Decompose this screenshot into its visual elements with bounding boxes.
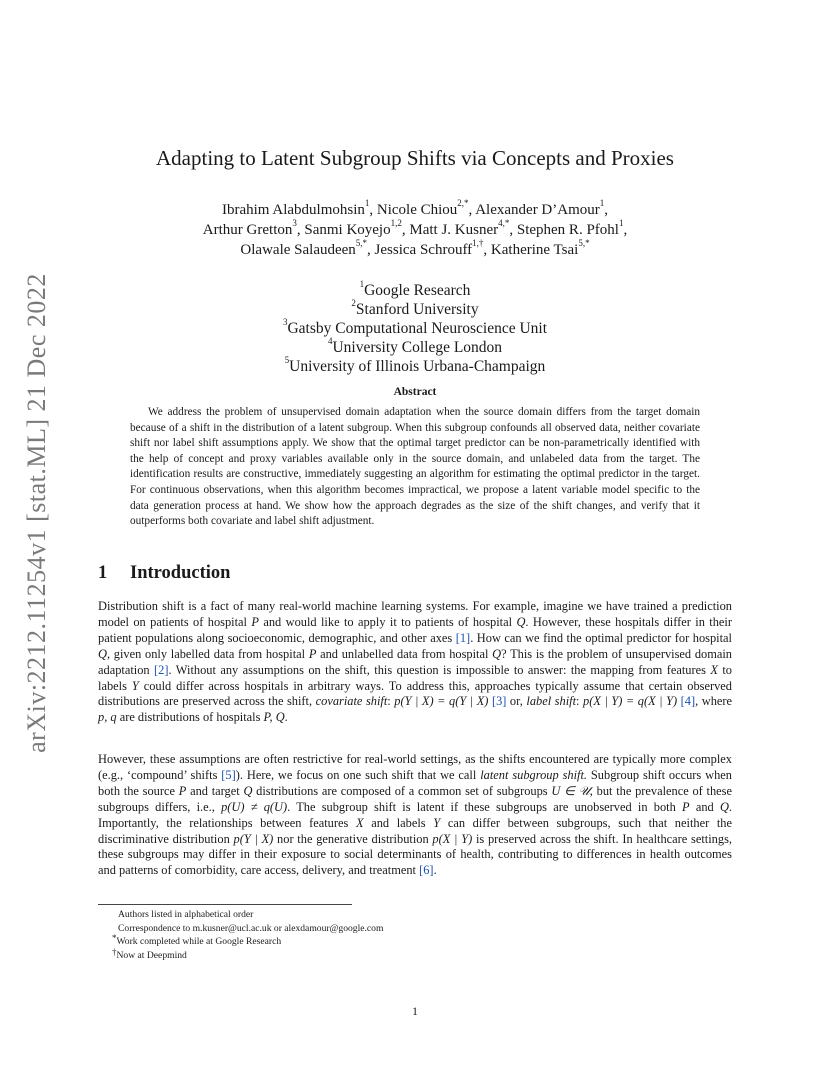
math-expression: p(Y | X) — [233, 831, 274, 846]
footnote: Correspondence to m.kusner@ucl.ac.uk or alexdamour@google.com — [118, 922, 384, 934]
text-run: are distributions of hospitals — [116, 710, 264, 725]
text-run: . However, these hospitals differ in their patient populations along socioeconomic, demographic, and other axes — [98, 614, 732, 645]
footnote: Authors listed in alphabetical order — [118, 909, 254, 920]
arxiv-stamp-text: arXiv:2212.11254v1 [stat.ML] 21 Dec 2022 — [22, 273, 51, 753]
author-name: Olawale Salaudeen — [240, 242, 356, 258]
math-expression: U ∈ 𝒰 — [551, 783, 590, 798]
text-run: : — [387, 694, 395, 709]
text-run: nor the generative distribution — [273, 831, 433, 846]
text-run: to labels — [98, 662, 732, 693]
abstract-body: We address the problem of unsupervised domain adaptation when the source domain differs from the target domain because of a shift in the distribution of a latent subgroup. When this subgroup confounds all observed data, neither covariate shift nor label shift assumptions apply. We show that the optimal target predictor can be non-parametrically identified with the help of concept and proxy variables available only in the source domain, and unlabeled data from the target. The identification results are constructive, immediately suggesting an algorithm for estimating the optimal predictor in the target. For continuous observations, when this algorithm becomes impractical, we propose a latent variable model specific to the data generation process at hand. We show how the approach degrades as the size of the shift changes, and verify that it outperforms both covariate and label shift adjustment. — [130, 406, 700, 528]
author-superscript: 1 — [599, 198, 605, 208]
affiliation-superscript: 1 — [359, 279, 365, 289]
footnote-rule — [98, 904, 352, 905]
text-run: and target — [186, 783, 244, 798]
affiliation-superscript: 4 — [327, 336, 333, 346]
author-name: Katherine Tsai — [490, 242, 579, 258]
math-symbol: X — [710, 662, 718, 677]
text-run: . — [284, 710, 288, 725]
author-name: Arthur Gretton — [202, 222, 293, 238]
footnote — [98, 935, 732, 949]
footnote-text: Work completed while at Google Research — [116, 936, 282, 947]
author-line-3: Olawale Salaudeen$^{5,*}$, Jessica Schrouff$^{1,\dagger}$, Katherine Tsai$^{5,*}$ — [240, 238, 590, 258]
affiliation — [98, 281, 732, 300]
abstract-heading: Abstract — [393, 386, 437, 398]
math-symbol: Q — [243, 783, 253, 798]
text-run: and would like to apply it to patients of hospital — [258, 614, 517, 629]
citation-link[interactable]: [6] — [419, 863, 434, 878]
author-line-2: Arthur Gretton$^3$, Sanmi Koyejo$^{1,2}$, Matt J. Kusner$^{4,*}$, Stephen R. Pfohl$^1$, — [202, 218, 628, 238]
text-run: distributions are composed of a common set of subgroups — [252, 783, 552, 798]
author-superscript: 1,† — [472, 238, 484, 248]
text-run: and labels — [363, 815, 434, 830]
math-symbol: P, Q — [263, 710, 285, 725]
math-expression: p(Y | X) = q(Y | X) — [394, 694, 489, 709]
affiliation-name: Stanford University — [355, 301, 479, 318]
affiliation — [98, 357, 732, 376]
math-symbol: Q — [98, 646, 107, 661]
author-list — [98, 200, 732, 260]
affiliation-superscript: 3 — [282, 317, 288, 327]
body-paragraph — [98, 599, 732, 726]
text-run: , but the prevalence of these subgroups differs, i.e., — [98, 783, 733, 814]
text-run: can differ between subgroups, such that neither the discriminative distribution — [98, 815, 732, 846]
text-run: could differ across hospitals in arbitrary ways. To address this, approaches typically assume that certain observed distributions are preserved across the shift, — [98, 678, 733, 709]
paper-title: Adapting to Latent Subgroup Shifts via Concepts and Proxies — [156, 146, 674, 170]
affiliation — [98, 300, 732, 319]
affiliation — [98, 319, 732, 338]
author-name: Sanmi Koyejo — [304, 222, 391, 238]
affiliation-name: University of Illinois Urbana-Champaign — [289, 358, 546, 375]
author-name: Ibrahim Alabdulmohsin — [221, 202, 365, 218]
math-symbol: Q — [492, 646, 502, 661]
author-name: Jessica Schrouff — [374, 242, 473, 258]
math-symbol: P — [682, 799, 690, 814]
affiliation-name: University College London — [332, 339, 503, 356]
affiliation-list — [98, 281, 732, 376]
text-run: , where — [695, 694, 733, 709]
author-superscript: 4,* — [498, 218, 510, 228]
author-superscript: 1 — [618, 218, 624, 228]
section-heading — [98, 563, 230, 584]
text-run: . The subgroup shift is latent if these subgroups are unobserved in both — [287, 799, 683, 814]
text-run: Distribution shift is a fact of many real-world machine learning systems. For example, imagine we have trained a prediction model on patients of hospital — [98, 599, 732, 629]
footnote-text: Now at Deepmind — [116, 949, 187, 961]
text-run: and unlabelled data from hospital — [316, 646, 493, 661]
author-line-1: Ibrahim Alabdulmohsin$^1$, Nicole Chiou$^{2,*}$, Alexander D’Amour$^1$, — [221, 198, 609, 218]
author-superscript: 2,* — [457, 198, 469, 208]
arxiv-stamp — [22, 273, 52, 753]
text-run: However, these assumptions are often restrictive for real-world settings, as the shifts encountered are typically more complex (e.g., ‘compound’ shifts — [98, 752, 732, 782]
citation-link[interactable]: [3] — [491, 694, 507, 709]
text-run: . — [433, 863, 437, 878]
math-symbol: Q — [516, 614, 526, 629]
math-expression: p(U) ≠ q(U) — [221, 799, 288, 814]
math-symbol: p, q — [98, 710, 117, 725]
citation-link[interactable]: [5] — [221, 767, 236, 782]
text-run: Subgroup shift occurs when both the source — [98, 767, 732, 798]
math-symbol: P — [178, 783, 187, 798]
text-run: . Importantly, the relationships between features — [98, 799, 732, 830]
author-name: Nicole Chiou — [376, 202, 458, 218]
footnote — [98, 946, 732, 963]
math-symbol: X — [355, 815, 364, 830]
author-superscript: 5,* — [578, 238, 590, 248]
paper-page — [98, 0, 732, 1072]
citation-link[interactable]: [1] — [455, 630, 471, 645]
citation-link[interactable]: [2] — [154, 662, 169, 677]
emphasis-text: label shift — [526, 694, 577, 709]
text-run: ? This is the problem of unsupervised domain adaptation — [98, 646, 732, 677]
text-run: or, — [506, 694, 527, 709]
author-superscript: 5,* — [355, 238, 368, 248]
author-superscript: 1,2 — [390, 218, 402, 228]
text-run: . How can we find the optimal predictor for hospital — [470, 630, 732, 645]
text-run: : — [576, 694, 583, 709]
author-superscript: 3 — [292, 218, 297, 228]
text-run: , given only labelled data from hospital — [106, 646, 309, 661]
section-title: Introduction — [130, 563, 231, 583]
text-run: . Without any assumptions on the shift, this question is impossible to answer: the mapping from features — [168, 662, 711, 677]
math-symbol: Q — [719, 799, 729, 814]
page-number: 1 — [412, 1004, 418, 1018]
citation-link[interactable]: [4] — [680, 694, 696, 709]
affiliation-name: Gatsby Computational Neuroscience Unit — [287, 320, 548, 337]
author-name: Stephen R. Pfohl — [516, 222, 619, 238]
author-superscript: 1 — [364, 198, 370, 208]
math-symbol: P — [308, 646, 317, 661]
math-expression: p(X | Y) = q(X | Y) — [583, 694, 678, 709]
emphasis-text: latent subgroup shift. — [480, 767, 588, 782]
footnote-mark: † — [112, 946, 117, 957]
math-symbol: P — [251, 614, 259, 629]
affiliation-name: Google Research — [364, 282, 471, 299]
text-run: ). Here, we focus on one such shift that we call — [235, 767, 481, 782]
footnote-mark: * — [112, 933, 117, 943]
footnotes — [98, 908, 732, 962]
math-symbol: Y — [131, 678, 139, 693]
section-number: 1 — [98, 563, 108, 583]
author-name: Alexander D’Amour — [475, 202, 600, 218]
text-run: is preserved across the shift. In healthcare settings, these subgroups may differ in their exposure to social determinants of health, contributing to differences in health outcomes and patterns of comorbidity, care access, delivery, and treatment — [98, 831, 732, 878]
emphasis-text: covariate shift — [315, 694, 388, 709]
affiliation-superscript: 5 — [284, 355, 290, 365]
body-paragraph — [98, 752, 732, 879]
affiliation-superscript: 2 — [351, 298, 356, 308]
text-run: and — [689, 799, 720, 814]
affiliation — [98, 338, 732, 357]
author-name: Matt J. Kusner — [409, 222, 499, 238]
math-symbol: Y — [433, 815, 441, 830]
math-expression: p(X | Y) — [432, 831, 473, 846]
